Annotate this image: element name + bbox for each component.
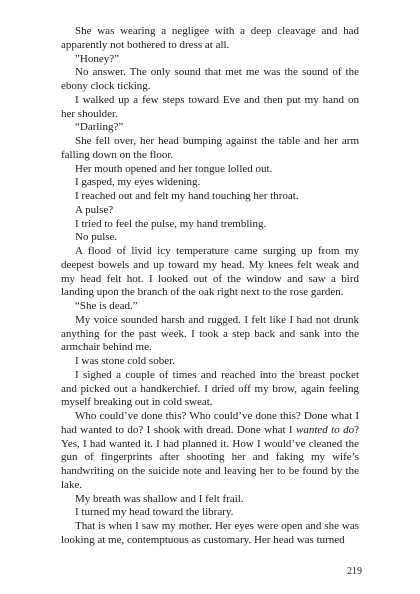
paragraph — [61, 53, 359, 67]
book-page-body — [61, 25, 359, 548]
paragraph — [61, 506, 359, 520]
paragraph — [61, 355, 359, 369]
paragraph — [61, 493, 359, 507]
paragraph-text: Her mouth opened and her tongue lolled out. — [75, 162, 273, 175]
paragraph-text: My voice sounded harsh and rugged. I felt like I had not drunk anything for the past week. I took a step back and sank into the armchair behind me. — [61, 313, 359, 354]
paragraph — [61, 369, 359, 410]
italic-text: wanted to do — [295, 423, 355, 436]
paragraph-text: I tried to feel the pulse, my hand trembling. — [75, 217, 267, 230]
paragraph — [61, 163, 359, 177]
paragraph-text: No pulse. — [75, 231, 118, 244]
page-number: 219 — [347, 566, 362, 577]
paragraph — [61, 176, 359, 190]
paragraph-text: I turned my head toward the library. — [75, 506, 234, 519]
paragraph-text: I gasped, my eyes widening. — [75, 176, 201, 189]
paragraph-text: “Darling?” — [75, 121, 124, 134]
paragraph-text: ”Honey?” — [75, 52, 119, 65]
paragraph-text: She fell over, her head bumping against the table and her arm falling down on the floor. — [61, 135, 359, 161]
paragraph-text: I was stone cold sober. — [75, 355, 175, 367]
paragraph — [61, 245, 359, 300]
paragraph — [61, 204, 359, 218]
paragraph — [61, 25, 359, 53]
paragraph — [61, 520, 359, 548]
paragraph — [61, 94, 359, 122]
paragraph — [61, 410, 359, 493]
paragraph — [61, 218, 359, 232]
paragraph-text: I reached out and felt my hand touching her throat. — [75, 190, 299, 202]
paragraph-text: I walked up a few steps toward Eve and then put my hand on her shoulder. — [61, 93, 359, 120]
paragraph-text: That is when I saw my mother. Her eyes were open and she was looking at me, contemptuous as customary. Her head was turned — [61, 520, 359, 546]
paragraph — [61, 135, 359, 163]
paragraph — [61, 231, 359, 245]
paragraph-text: ? Yes, I had wanted it. I had planned it. How I would’ve cleaned the gun of fingerprints after shooting her and faking my wife’s handwriting on the suicide note and leaving her to be found by the lake. — [61, 423, 359, 491]
paragraph-text: She was wearing a negligee with a deep cleavage and had apparently not bothered to dress at all. — [61, 25, 359, 51]
paragraph-text: My breath was shallow and I felt frail. — [75, 492, 244, 505]
paragraph-text: A flood of livid icy temperature came surging up from my deepest bowels and up toward my head. My knees felt weak and my head felt hot. I looked out of the window and saw a bird landing upon the branch of the oak right next to the rose garden. — [61, 245, 359, 299]
paragraph-text: Who could’ve done this? Who could’ve done this? Done what I had wanted to do? I shook with dread. Done what I — [61, 410, 359, 436]
paragraph — [61, 190, 359, 204]
paragraph-text: I sighed a couple of times and reached into the breast pocket and picked out a handkerchief. I dried off my brow, again feeling myself breaking out in cold sweat. — [61, 368, 359, 409]
paragraph — [61, 121, 359, 135]
paragraph — [61, 66, 359, 94]
paragraph-text: “She is dead.” — [75, 300, 138, 312]
paragraph — [61, 314, 359, 355]
paragraph-text: No answer. The only sound that met me was the sound of the ebony clock ticking. — [61, 66, 359, 92]
paragraph — [61, 300, 359, 314]
paragraph-text: A pulse? — [75, 203, 114, 216]
